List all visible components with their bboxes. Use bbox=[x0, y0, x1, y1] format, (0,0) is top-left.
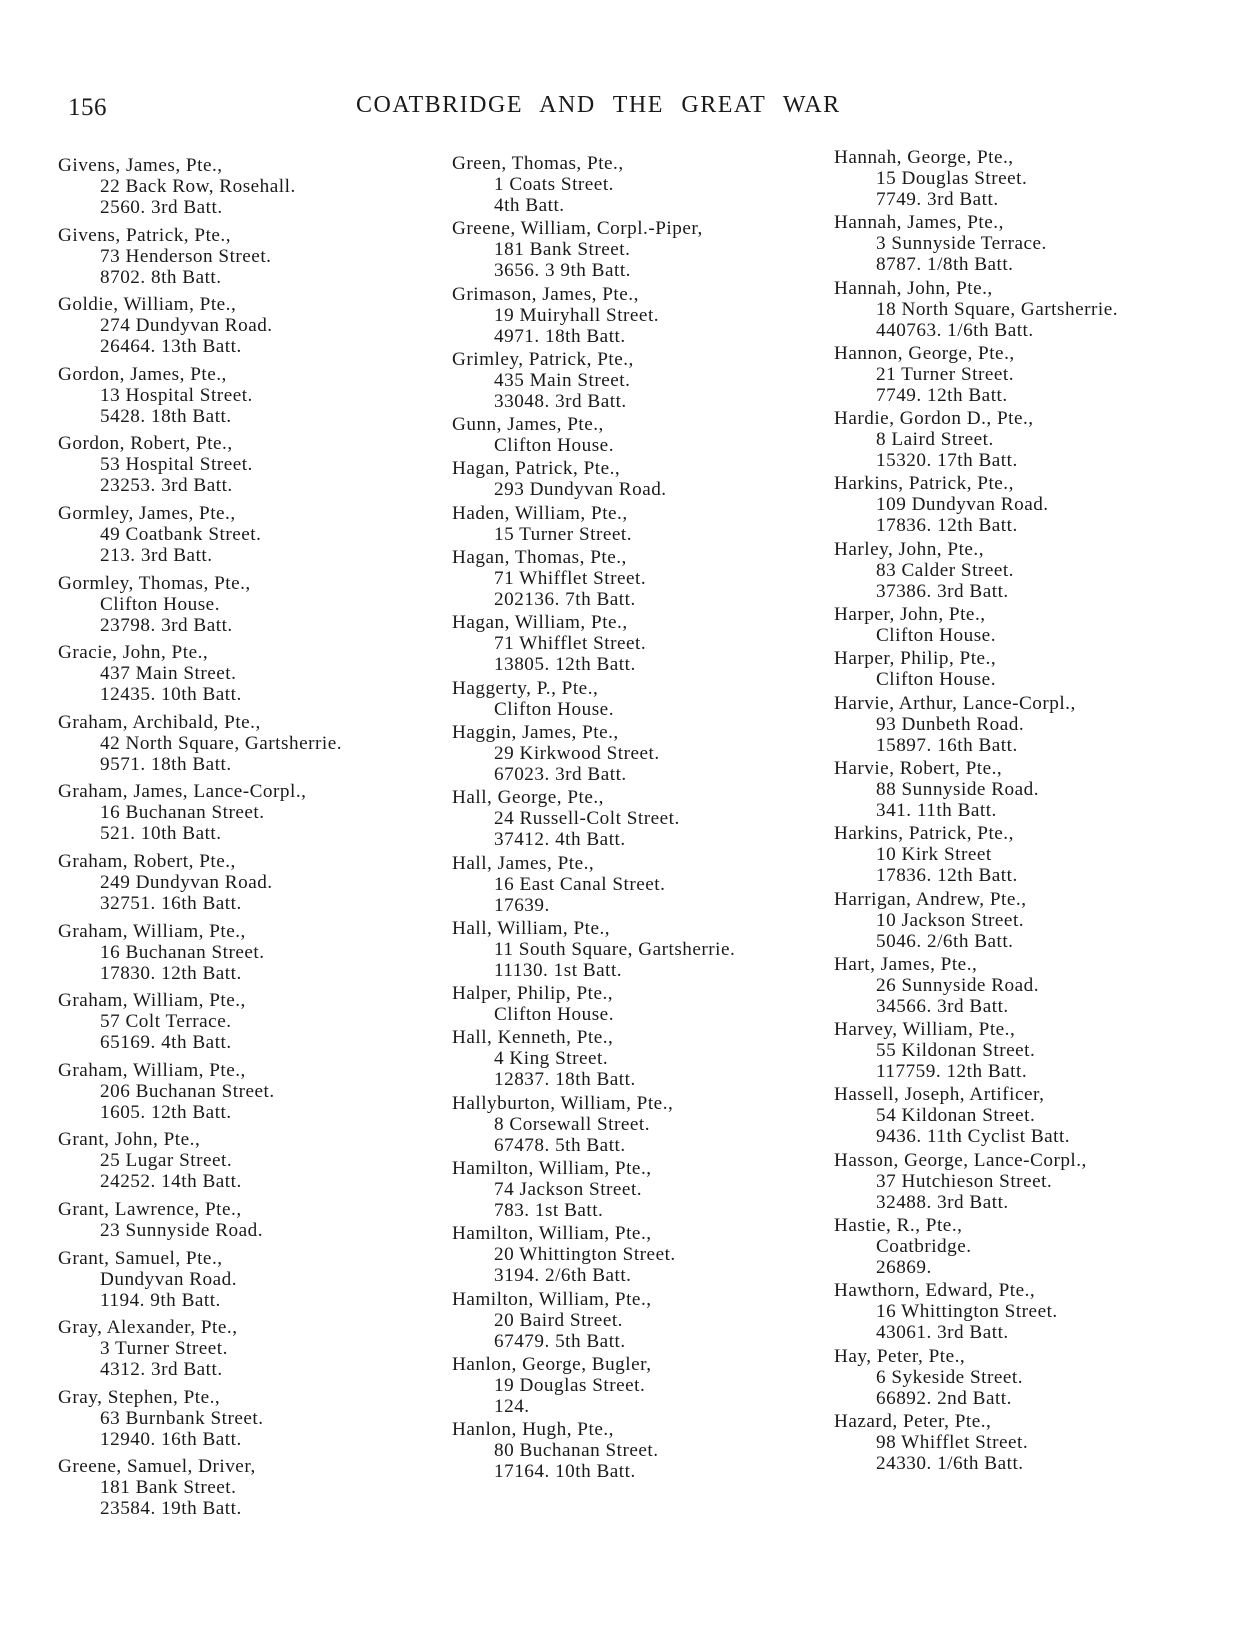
entry-service: 26869. bbox=[876, 1257, 932, 1279]
entry-service: 15320. 17th Batt. bbox=[876, 450, 1018, 472]
roll-entry bbox=[58, 364, 428, 427]
entry-service: 8702. 8th Batt. bbox=[100, 266, 222, 288]
entry-service: 117759. 12th Batt. bbox=[876, 1061, 1028, 1083]
entry-address: 293 Dundyvan Road. bbox=[494, 479, 667, 501]
entry-name: Gormley, James, Pte., bbox=[58, 502, 236, 524]
entry-service: 7749. 3rd Batt. bbox=[876, 189, 999, 210]
entry-service: 2560. 3rd Batt. bbox=[100, 197, 223, 218]
entry-service: 32751. 16th Batt. bbox=[100, 892, 242, 914]
entry-service: 66892. 2nd Batt. bbox=[876, 1387, 1012, 1409]
roll-entry bbox=[834, 212, 1204, 275]
entry-address: Clifton House. bbox=[100, 593, 220, 615]
roll-entry bbox=[452, 1354, 822, 1417]
entry-service: 213. 3rd Batt. bbox=[100, 544, 213, 566]
roll-entry bbox=[452, 612, 822, 675]
entry-service: 11130. 1st Batt. bbox=[494, 959, 623, 981]
roll-entry bbox=[452, 153, 822, 216]
roll-entry bbox=[452, 458, 822, 500]
roll-entry bbox=[834, 473, 1204, 536]
roll-entry bbox=[834, 758, 1204, 821]
entry-service: 13805. 12th Batt. bbox=[494, 654, 636, 676]
entry-name: Grant, Samuel, Pte., bbox=[58, 1247, 223, 1269]
roll-entry bbox=[834, 648, 1204, 690]
entry-service: 440763. 1/6th Batt. bbox=[876, 319, 1034, 341]
entry-name: Hay, Peter, Pte., bbox=[834, 1345, 966, 1367]
roll-entry bbox=[58, 433, 428, 496]
entry-name: Hagan, William, Pte., bbox=[452, 612, 628, 634]
roll-entry bbox=[834, 408, 1204, 471]
entry-name: Harkins, Patrick, Pte., bbox=[834, 823, 1014, 845]
entry-address: 181 Bank Street. bbox=[100, 1477, 237, 1499]
roll-entry bbox=[452, 1027, 822, 1090]
entry-service: 24330. 1/6th Batt. bbox=[876, 1452, 1024, 1474]
entry-address: 435 Main Street. bbox=[494, 369, 631, 391]
roll-entry bbox=[452, 218, 822, 281]
roll-entry bbox=[58, 921, 428, 984]
entry-name: Gordon, James, Pte., bbox=[58, 363, 227, 385]
entry-name: Grimley, Patrick, Pte., bbox=[452, 348, 634, 370]
entry-address: 71 Whifflet Street. bbox=[494, 633, 647, 655]
roll-entry bbox=[58, 573, 428, 636]
entry-address: Clifton House. bbox=[876, 625, 996, 647]
roll-entry bbox=[452, 1093, 822, 1156]
entry-service: 33048. 3rd Batt. bbox=[494, 390, 627, 412]
roll-entry bbox=[834, 954, 1204, 1017]
roll-entry bbox=[834, 1411, 1204, 1474]
entry-address: 88 Sunnyside Road. bbox=[876, 778, 1040, 800]
entry-name: Hart, James, Pte., bbox=[834, 953, 978, 975]
entry-name: Harper, John, Pte., bbox=[834, 604, 986, 626]
entry-name: Grant, John, Pte., bbox=[58, 1129, 201, 1151]
entry-name: Harvie, Robert, Pte., bbox=[834, 757, 1003, 779]
entry-address: 3 Turner Street. bbox=[100, 1338, 228, 1360]
entry-address: 49 Coatbank Street. bbox=[100, 523, 262, 545]
entry-name: Hall, Kenneth, Pte., bbox=[452, 1027, 614, 1049]
entry-address: 54 Kildonan Street. bbox=[876, 1105, 1036, 1127]
entry-name: Gracie, John, Pte., bbox=[58, 642, 209, 664]
roll-entry bbox=[58, 781, 428, 844]
entry-address: 274 Dundyvan Road. bbox=[100, 315, 273, 337]
roll-entry bbox=[58, 294, 428, 357]
entry-service: 5428. 18th Batt. bbox=[100, 405, 232, 427]
entry-name: Hannon, George, Pte., bbox=[834, 342, 1015, 364]
roll-entry bbox=[834, 604, 1204, 646]
entry-name: Graham, Archibald, Pte., bbox=[58, 711, 261, 733]
entry-name: Hall, William, Pte., bbox=[452, 917, 611, 939]
roll-entry bbox=[58, 990, 428, 1053]
entry-service: 17164. 10th Batt. bbox=[494, 1461, 636, 1483]
entry-name: Hallyburton, William, Pte., bbox=[452, 1092, 674, 1114]
entry-service: 67023. 3rd Batt. bbox=[494, 763, 627, 785]
entry-name: Goldie, William, Pte., bbox=[58, 294, 237, 316]
entry-name: Hamilton, William, Pte., bbox=[452, 1223, 652, 1245]
roll-entry bbox=[834, 147, 1204, 210]
entry-name: Graham, James, Lance-Corpl., bbox=[58, 781, 307, 803]
entry-name: Hannah, James, Pte., bbox=[834, 212, 1004, 234]
entry-service: 23253. 3rd Batt. bbox=[100, 475, 233, 497]
roll-entry bbox=[834, 823, 1204, 886]
entry-service: 26464. 13th Batt. bbox=[100, 336, 242, 358]
entry-service: 3194. 2/6th Batt. bbox=[494, 1265, 632, 1287]
entry-name: Green, Thomas, Pte., bbox=[452, 153, 624, 174]
entry-service: 23584. 19th Batt. bbox=[100, 1498, 242, 1520]
entry-address: 13 Hospital Street. bbox=[100, 384, 253, 406]
entry-address: 437 Main Street. bbox=[100, 663, 237, 685]
entry-service: 67479. 5th Batt. bbox=[494, 1330, 626, 1352]
entry-address: 74 Jackson Street. bbox=[494, 1179, 643, 1201]
entry-name: Graham, William, Pte., bbox=[58, 990, 246, 1012]
entry-address: 10 Jackson Street. bbox=[876, 909, 1025, 931]
roll-entry bbox=[452, 1223, 822, 1286]
entry-name: Hawthorn, Edward, Pte., bbox=[834, 1280, 1036, 1302]
entry-service: 124. bbox=[494, 1395, 530, 1417]
entry-service: 341. 11th Batt. bbox=[876, 799, 997, 821]
roll-entry bbox=[58, 1317, 428, 1380]
roll-entry bbox=[58, 1199, 428, 1241]
entry-service: 34566. 3rd Batt. bbox=[876, 995, 1009, 1017]
entry-name: Gordon, Robert, Pte., bbox=[58, 433, 233, 455]
entry-name: Hamilton, William, Pte., bbox=[452, 1288, 652, 1310]
entry-service: 32488. 3rd Batt. bbox=[876, 1191, 1009, 1213]
entry-address: Clifton House. bbox=[876, 669, 996, 691]
roll-entry bbox=[834, 1280, 1204, 1343]
entry-name: Harkins, Patrick, Pte., bbox=[834, 473, 1014, 495]
entry-address: 42 North Square, Gartsherrie. bbox=[100, 732, 343, 754]
entry-service: 24252. 14th Batt. bbox=[100, 1171, 242, 1193]
entry-name: Haggin, James, Pte., bbox=[452, 721, 619, 743]
entry-service: 8787. 1/8th Batt. bbox=[876, 254, 1014, 276]
roll-entry bbox=[834, 889, 1204, 952]
entry-address: 63 Burnbank Street. bbox=[100, 1407, 264, 1429]
roll-entry bbox=[452, 1419, 822, 1482]
entry-address: 109 Dundyvan Road. bbox=[876, 494, 1049, 516]
entry-address: 22 Back Row, Rosehall. bbox=[100, 176, 296, 197]
entry-address: 93 Dunbeth Road. bbox=[876, 713, 1025, 735]
entry-name: Hanlon, George, Bugler, bbox=[452, 1353, 652, 1375]
roll-entry bbox=[452, 1158, 822, 1221]
entry-service: 17639. bbox=[494, 894, 550, 916]
page-number: 156 bbox=[68, 94, 107, 121]
roll-entry bbox=[452, 722, 822, 785]
roll-entry bbox=[58, 155, 428, 218]
roll-entry bbox=[58, 225, 428, 288]
entry-address: 25 Lugar Street. bbox=[100, 1150, 233, 1172]
entry-name: Graham, William, Pte., bbox=[58, 1059, 246, 1081]
roll-entry bbox=[834, 539, 1204, 602]
entry-address: Dundyvan Road. bbox=[100, 1268, 238, 1290]
entry-name: Harper, Philip, Pte., bbox=[834, 648, 997, 670]
roll-entry bbox=[452, 1289, 822, 1352]
entry-name: Graham, William, Pte., bbox=[58, 920, 246, 942]
roll-entry bbox=[58, 851, 428, 914]
entry-name: Gray, Stephen, Pte., bbox=[58, 1386, 221, 1408]
entry-name: Hall, James, Pte., bbox=[452, 852, 595, 874]
entry-address: Clifton House. bbox=[494, 435, 614, 457]
entry-service: 4th Batt. bbox=[494, 195, 565, 216]
entry-address: 11 South Square, Gartsherrie. bbox=[494, 938, 736, 960]
entry-service: 15897. 16th Batt. bbox=[876, 734, 1018, 756]
roll-entry bbox=[834, 1084, 1204, 1147]
roll-entry bbox=[452, 349, 822, 412]
entry-name: Haggerty, P., Pte., bbox=[452, 677, 599, 699]
entry-service: 9436. 11th Cyclist Batt. bbox=[876, 1126, 1071, 1148]
entry-service: 1194. 9th Batt. bbox=[100, 1289, 221, 1311]
roll-entry bbox=[834, 1346, 1204, 1409]
entry-name: Harvie, Arthur, Lance-Corpl., bbox=[834, 692, 1076, 714]
entry-service: 4312. 3rd Batt. bbox=[100, 1359, 223, 1381]
roll-entry bbox=[452, 678, 822, 720]
entry-address: 8 Corsewall Street. bbox=[494, 1113, 651, 1135]
roll-entry bbox=[452, 787, 822, 850]
entry-name: Grimason, James, Pte., bbox=[452, 283, 639, 305]
entry-service: 12940. 16th Batt. bbox=[100, 1428, 242, 1450]
roll-entry bbox=[452, 983, 822, 1025]
entry-address: 16 East Canal Street. bbox=[494, 873, 666, 895]
entry-service: 4971. 18th Batt. bbox=[494, 325, 626, 347]
entry-address: 19 Douglas Street. bbox=[494, 1374, 646, 1396]
entry-service: 17830. 12th Batt. bbox=[100, 962, 242, 984]
entry-address: 16 Whittington Street. bbox=[876, 1301, 1058, 1323]
entry-name: Harley, John, Pte., bbox=[834, 538, 985, 560]
entry-address: 15 Douglas Street. bbox=[876, 168, 1028, 189]
entry-service: 202136. 7th Batt. bbox=[494, 589, 636, 611]
entry-address: 57 Colt Terrace. bbox=[100, 1011, 232, 1033]
entry-service: 65169. 4th Batt. bbox=[100, 1032, 232, 1054]
roll-entry bbox=[834, 693, 1204, 756]
entry-name: Hannah, George, Pte., bbox=[834, 147, 1014, 168]
entry-service: 7749. 12th Batt. bbox=[876, 384, 1008, 406]
entry-address: 80 Buchanan Street. bbox=[494, 1440, 659, 1462]
roll-entry bbox=[834, 278, 1204, 341]
roll-entry bbox=[58, 1387, 428, 1450]
entry-address: 73 Henderson Street. bbox=[100, 245, 272, 267]
entry-service: 12435. 10th Batt. bbox=[100, 684, 242, 706]
entry-service: 37412. 4th Batt. bbox=[494, 829, 626, 851]
roll-column-1 bbox=[58, 155, 428, 1526]
roll-entry bbox=[58, 642, 428, 705]
entry-name: Hasson, George, Lance-Corpl., bbox=[834, 1149, 1087, 1171]
entry-name: Hanlon, Hugh, Pte., bbox=[452, 1419, 614, 1441]
entry-address: 18 North Square, Gartsherrie. bbox=[876, 298, 1119, 320]
entry-address: 26 Sunnyside Road. bbox=[876, 974, 1040, 996]
entry-name: Harvey, William, Pte., bbox=[834, 1019, 1016, 1041]
roll-entry bbox=[834, 343, 1204, 406]
entry-address: 98 Whifflet Street. bbox=[876, 1431, 1029, 1453]
entry-name: Haden, William, Pte., bbox=[452, 502, 628, 524]
entry-name: Hamilton, William, Pte., bbox=[452, 1158, 652, 1180]
roll-entry bbox=[834, 1215, 1204, 1278]
entry-address: 29 Kirkwood Street. bbox=[494, 742, 660, 764]
entry-name: Gormley, Thomas, Pte., bbox=[58, 572, 251, 594]
roll-column-2 bbox=[452, 153, 822, 1485]
entry-address: 8 Laird Street. bbox=[876, 429, 994, 451]
entry-name: Hagan, Thomas, Pte., bbox=[452, 547, 627, 569]
entry-name: Halper, Philip, Pte., bbox=[452, 983, 614, 1005]
entry-address: 83 Calder Street. bbox=[876, 559, 1014, 581]
entry-address: 23 Sunnyside Road. bbox=[100, 1219, 264, 1241]
entry-name: Grant, Lawrence, Pte., bbox=[58, 1198, 242, 1220]
entry-name: Greene, William, Corpl.-Piper, bbox=[452, 218, 703, 240]
entry-name: Hassell, Joseph, Artificer, bbox=[834, 1084, 1045, 1106]
entry-name: Hannah, John, Pte., bbox=[834, 277, 993, 299]
running-title: COATBRIDGE AND THE GREAT WAR bbox=[356, 92, 841, 118]
entry-address: 4 King Street. bbox=[494, 1048, 609, 1070]
entry-name: Hall, George, Pte., bbox=[452, 787, 604, 809]
entry-service: 12837. 18th Batt. bbox=[494, 1069, 636, 1091]
roll-entry bbox=[58, 1456, 428, 1519]
entry-address: 10 Kirk Street bbox=[876, 844, 992, 866]
entry-name: Hagan, Patrick, Pte., bbox=[452, 458, 621, 480]
roll-entry bbox=[58, 1129, 428, 1192]
entry-address: 20 Whittington Street. bbox=[494, 1244, 676, 1266]
entry-service: 9571. 18th Batt. bbox=[100, 753, 232, 775]
entry-service: 17836. 12th Batt. bbox=[876, 515, 1018, 537]
entry-service: 3656. 3 9th Batt. bbox=[494, 260, 631, 282]
entry-service: 37386. 3rd Batt. bbox=[876, 580, 1009, 602]
roll-entry bbox=[452, 503, 822, 545]
roll-entry bbox=[834, 1019, 1204, 1082]
entry-name: Gunn, James, Pte., bbox=[452, 414, 604, 436]
entry-name: Gray, Alexander, Pte., bbox=[58, 1317, 238, 1339]
entry-address: 16 Buchanan Street. bbox=[100, 941, 265, 963]
roll-entry bbox=[58, 1060, 428, 1123]
entry-address: 181 Bank Street. bbox=[494, 239, 631, 261]
roll-column-3 bbox=[834, 147, 1204, 1476]
entry-name: Hardie, Gordon D., Pte., bbox=[834, 408, 1034, 430]
entry-name: Hazard, Peter, Pte., bbox=[834, 1410, 992, 1432]
entry-address: 53 Hospital Street. bbox=[100, 454, 253, 476]
roll-entry bbox=[452, 918, 822, 981]
entry-name: Graham, Robert, Pte., bbox=[58, 850, 236, 872]
entry-address: Clifton House. bbox=[494, 1004, 614, 1026]
entry-address: 37 Hutchieson Street. bbox=[876, 1170, 1053, 1192]
roll-entry bbox=[58, 1248, 428, 1311]
roll-entry bbox=[452, 853, 822, 916]
entry-name: Givens, Patrick, Pte., bbox=[58, 224, 232, 246]
entry-address: Coatbridge. bbox=[876, 1236, 972, 1258]
entry-address: 16 Buchanan Street. bbox=[100, 802, 265, 824]
entry-name: Hastie, R., Pte., bbox=[834, 1215, 963, 1237]
entry-address: Clifton House. bbox=[494, 698, 614, 720]
entry-name: Givens, James, Pte., bbox=[58, 155, 223, 176]
entry-service: 783. 1st Batt. bbox=[494, 1200, 604, 1222]
entry-address: 206 Buchanan Street. bbox=[100, 1080, 275, 1102]
entry-address: 24 Russell-Colt Street. bbox=[494, 808, 680, 830]
entry-address: 55 Kildonan Street. bbox=[876, 1040, 1036, 1062]
roll-entry bbox=[834, 1150, 1204, 1213]
entry-service: 67478. 5th Batt. bbox=[494, 1134, 626, 1156]
entry-address: 249 Dundyvan Road. bbox=[100, 871, 273, 893]
roll-entry bbox=[58, 503, 428, 566]
entry-service: 1605. 12th Batt. bbox=[100, 1101, 232, 1123]
entry-service: 17836. 12th Batt. bbox=[876, 865, 1018, 887]
entry-name: Harrigan, Andrew, Pte., bbox=[834, 888, 1027, 910]
entry-address: 20 Baird Street. bbox=[494, 1309, 623, 1331]
entry-name: Greene, Samuel, Driver, bbox=[58, 1456, 256, 1478]
entry-service: 43061. 3rd Batt. bbox=[876, 1322, 1009, 1344]
entry-address: 1 Coats Street. bbox=[494, 174, 614, 195]
roll-entry bbox=[452, 284, 822, 347]
entry-service: 521. 10th Batt. bbox=[100, 823, 222, 845]
entry-address: 21 Turner Street. bbox=[876, 363, 1015, 385]
entry-service: 23798. 3rd Batt. bbox=[100, 614, 233, 636]
entry-address: 19 Muiryhall Street. bbox=[494, 304, 660, 326]
roll-entry bbox=[452, 547, 822, 610]
entry-service: 5046. 2/6th Batt. bbox=[876, 930, 1014, 952]
roll-entry bbox=[452, 414, 822, 456]
entry-address: 6 Sykeside Street. bbox=[876, 1366, 1024, 1388]
entry-address: 71 Whifflet Street. bbox=[494, 568, 647, 590]
entry-address: 15 Turner Street. bbox=[494, 523, 633, 545]
roll-entry bbox=[58, 712, 428, 775]
entry-address: 3 Sunnyside Terrace. bbox=[876, 233, 1047, 255]
